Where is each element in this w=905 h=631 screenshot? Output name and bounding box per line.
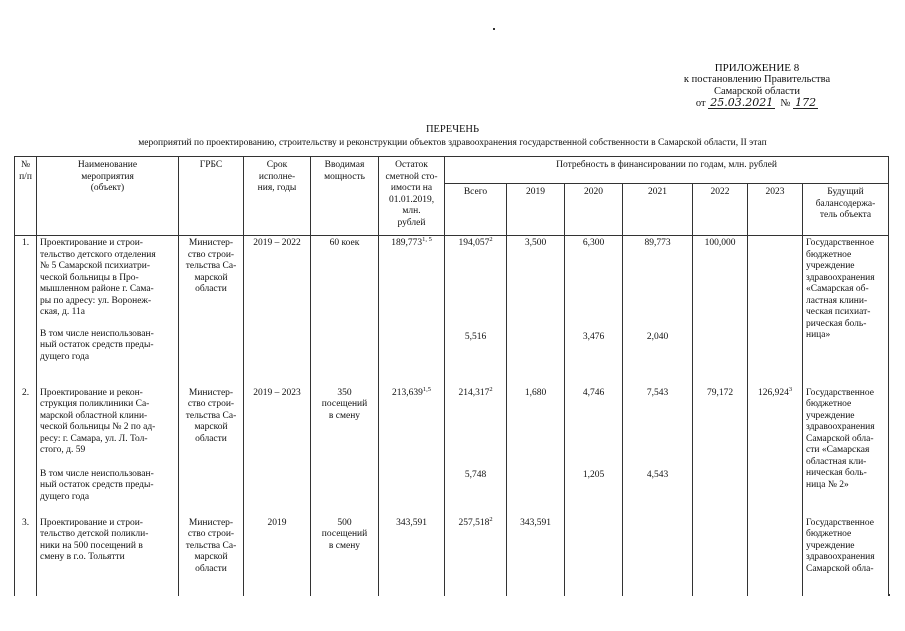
row-term: 2019 – 2022 — [244, 236, 311, 386]
row-term: 2019 – 2023 — [244, 386, 311, 516]
row-grbs: Министер- ство строи- тельства Са- марской области — [179, 516, 244, 596]
row-capacity: 500 посещений в смену — [311, 516, 379, 596]
row-holder: Государственное бюджетное учреждение здравоохранения «Самарская об- ластная клини- ческая психиат- рическая боль- ница» — [803, 236, 889, 386]
header-term: Срок исполне- ния, годы — [244, 157, 311, 236]
header-2019: 2019 — [507, 184, 565, 236]
row-capacity: 60 коек — [311, 236, 379, 386]
row-2022: 100,000 — [693, 236, 748, 386]
appendix-line2: Самарской области — [714, 86, 800, 97]
row-name: Проектирование и строи- тельство детской поликли- ники на 500 посещений в смену в г.о. Тольятти — [37, 516, 179, 596]
row-holder: Государственное бюджетное учреждение здравоохранения Самарской обла- сти «Самарская областная кли- ническая боль- ница № 2» — [803, 386, 889, 516]
row-num: 1. — [15, 236, 37, 386]
financing-table — [14, 156, 889, 596]
row-total: 214,317$^2$ 5,748 — [445, 386, 507, 516]
scan-dot — [888, 594, 890, 596]
row-num: 3. — [15, 516, 37, 596]
handwritten-number: 172 — [795, 96, 817, 109]
row-remainder: 343,591 — [379, 516, 445, 596]
row-2020: 4,746 1,205 — [565, 386, 623, 516]
row-total: 194,057$^2$ 5,516 — [445, 236, 507, 386]
row-term: 2019 — [244, 516, 311, 596]
row-2023: 126,924$^3$ — [748, 386, 803, 516]
appendix-label: ПРИЛОЖЕНИЕ 8 — [714, 62, 800, 74]
row-2021: 89,773 2,040 — [623, 236, 693, 386]
row-2020: 6,300 3,476 — [565, 236, 623, 386]
number-label: № — [780, 98, 791, 109]
row-2021: 7,543 4,543 — [623, 386, 693, 516]
header-name: Наименование мероприятия (объект) — [37, 157, 179, 236]
row-2023 — [748, 236, 803, 386]
row-remainder: 213,639$^{1,5}$ — [379, 386, 445, 516]
table-row — [15, 236, 889, 386]
header-2021: 2021 — [623, 184, 693, 236]
scan-dot — [493, 28, 495, 30]
row-2021 — [623, 516, 693, 596]
row-holder: Государственное бюджетное учреждение здравоохранения Самарской обла- — [803, 516, 889, 596]
row-name: Проектирование и строи- тельство детского отделения № 5 Самарской психиатри- ческой больницы в Про- мышленном районе г. Сама- ры по адресу: ул. Воронеж- ская, д. 11а В том числе неиспользован- ный остаток средств преды- дущего года — [37, 236, 179, 386]
row-capacity: 350 посещений в смену — [311, 386, 379, 516]
from-label: от — [695, 98, 706, 109]
appendix-block — [657, 62, 857, 110]
header-remainder: Остаток сметной сто- имости на 01.01.2019, млн. рублей — [379, 157, 445, 236]
row-name: Проектирование и рекон- струкция поликлиники Са- марской областной клини- ческой больницы № 2 по ад- ресу: г. Самара, ул. Л. Тол- стого, д. 59 В том числе неиспользован- ный остаток средств преды- дущего года — [37, 386, 179, 516]
header-holder: Будущий балансодержа- тель объекта — [803, 184, 889, 236]
doc-title: ПЕРЕЧЕНЬ — [425, 124, 480, 135]
table-row — [15, 386, 889, 516]
header-grbs: ГРБС — [179, 157, 244, 236]
row-grbs: Министер- ство строи- тельства Са- марской области — [179, 386, 244, 516]
appendix-date-line — [657, 98, 857, 110]
header-total: Всего — [445, 184, 507, 236]
doc-subtitle: мероприятий по проектированию, строительству и реконструкции объектов здравоохранения государственной собственности в Самарской области, II этап — [138, 138, 767, 148]
row-2020 — [565, 516, 623, 596]
row-remainder: 189,773$^{1, 5}$ — [379, 236, 445, 386]
row-2019: 1,680 — [507, 386, 565, 516]
table-row — [15, 516, 889, 596]
row-2019: 3,500 — [507, 236, 565, 386]
row-2023 — [748, 516, 803, 596]
row-2019: 343,591 — [507, 516, 565, 596]
row-2022 — [693, 516, 748, 596]
row-grbs: Министер- ство строи- тельства Са- марской области — [179, 236, 244, 386]
header-2020: 2020 — [565, 184, 623, 236]
header-2022: 2022 — [693, 184, 748, 236]
appendix-line1: к постановлению Правительства — [683, 74, 831, 85]
header-financing: Потребность в финансировании по годам, млн. рублей — [445, 157, 889, 184]
row-total: 257,518$^2$ — [445, 516, 507, 596]
row-2022: 79,172 — [693, 386, 748, 516]
handwritten-date: 25.03.2021 — [710, 96, 774, 109]
header-capacity: Вводимая мощность — [311, 157, 379, 236]
table-header — [15, 157, 889, 236]
header-2023: 2023 — [748, 184, 803, 236]
header-num: № п/п — [15, 157, 37, 236]
row-num: 2. — [15, 386, 37, 516]
table-body — [15, 236, 889, 596]
